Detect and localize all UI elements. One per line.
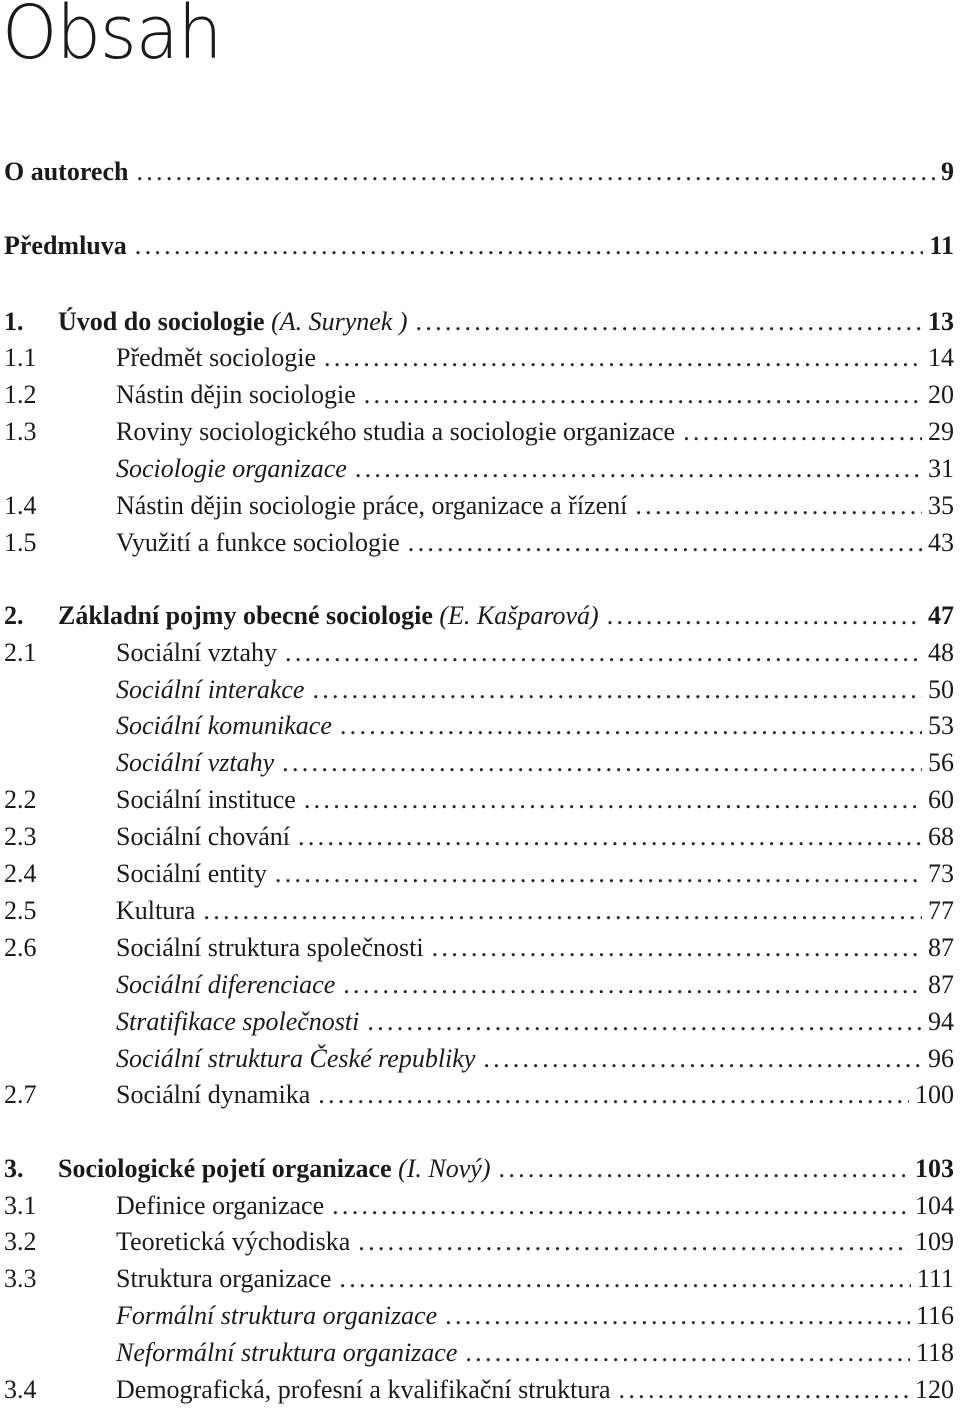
toc-entry-title: O autorech [4, 157, 129, 186]
toc-entry[interactable] [0, 967, 960, 1003]
dot-leader [367, 1004, 922, 1040]
toc-entry[interactable] [0, 414, 960, 450]
toc-entry-title: Předmluva [4, 231, 127, 260]
toc-entry-page-number: 50 [922, 672, 954, 708]
toc-entry-number: 2.1 [4, 638, 37, 667]
toc-entry-page-number: 87 [922, 930, 954, 966]
toc-entry-page-number: 9 [935, 154, 954, 190]
toc-entry-title: Základní pojmy obecné sociologie [58, 601, 433, 630]
toc-entry-number: 3. [4, 1154, 24, 1183]
toc-entry-page-number: 96 [922, 1041, 954, 1077]
toc-entry-page-number: 103 [909, 1151, 954, 1187]
toc-entry-label [116, 1041, 483, 1077]
dot-leader [483, 1041, 922, 1077]
toc-entry-label [58, 598, 607, 634]
toc-entry-title: Sociální komunikace [116, 711, 332, 740]
toc-entry-label [116, 1335, 465, 1371]
toc-entry-label [116, 930, 432, 966]
toc-entry-title: Sociální vztahy [116, 748, 275, 777]
toc-entry[interactable] [0, 228, 960, 264]
toc-entry-label [116, 414, 683, 450]
toc-entry-title: Roviny sociologického studia a sociologie organizace [116, 417, 676, 446]
toc-entry[interactable] [0, 635, 960, 671]
toc-entry-number: 2.2 [4, 785, 37, 814]
toc-entry-title: Sociální instituce [116, 785, 296, 814]
toc-entry-number: 3.4 [4, 1375, 37, 1404]
dot-leader [298, 819, 922, 855]
toc-entry-label [4, 228, 135, 264]
toc-entry-page-number: 68 [922, 819, 954, 855]
dot-leader [318, 1077, 909, 1113]
toc-entry-title: Nástin dějin sociologie [116, 380, 356, 409]
dot-leader [619, 1372, 909, 1408]
toc-entry-title: Úvod do sociologie [58, 307, 265, 336]
toc-entry-label [116, 1188, 332, 1224]
toc-entry-page-number: 104 [909, 1188, 954, 1224]
toc-entry-author: (A. Surynek ) [271, 307, 408, 336]
toc-entry-page-number: 53 [922, 708, 954, 744]
toc-entry[interactable] [0, 782, 960, 818]
toc-entry-title: Sociální diferenciace [116, 970, 336, 999]
toc-entry-label [116, 782, 304, 818]
toc-entry-author: (E. Kašparová) [439, 601, 599, 630]
toc-entry-page-number: 14 [922, 340, 954, 376]
toc-entry-label [116, 635, 285, 671]
toc-entry[interactable] [0, 745, 960, 781]
toc-entry[interactable] [0, 1077, 960, 1113]
toc-entry-label [116, 377, 364, 413]
toc-entry-page-number: 29 [922, 414, 954, 450]
toc-entry-title: Stratifikace společnosti [116, 1007, 360, 1036]
toc-entry[interactable] [0, 304, 960, 340]
toc-entry-number: 2.7 [4, 1080, 37, 1109]
toc-entry-page-number: 35 [922, 488, 954, 524]
toc-entry-number: 2.3 [4, 822, 37, 851]
toc-entry-label [116, 1004, 367, 1040]
toc-entry[interactable] [0, 893, 960, 929]
dot-leader [499, 1151, 909, 1187]
toc-entry-page-number: 94 [922, 1004, 954, 1040]
toc-entry-page-number: 73 [922, 856, 954, 892]
toc-entry-page-number: 43 [922, 525, 954, 561]
toc-entry-page-number: 77 [922, 893, 954, 929]
dot-leader [416, 304, 922, 340]
toc-entry[interactable] [0, 1261, 960, 1297]
toc-entry-number: 3.2 [4, 1227, 37, 1256]
toc-entry-page-number: 48 [922, 635, 954, 671]
dot-leader [343, 967, 922, 1003]
page-title: Obsah [2, 0, 222, 76]
toc-entry-title: Sociální dynamika [116, 1080, 311, 1109]
toc-entry[interactable] [0, 1188, 960, 1224]
toc-entry-page-number: 13 [922, 304, 954, 340]
dot-leader [408, 525, 922, 561]
toc-entry-title: Formální struktura organizace [116, 1301, 438, 1330]
toc-entry-title: Neformální struktura organizace [116, 1338, 458, 1367]
toc-entry[interactable] [0, 672, 960, 708]
dot-leader [340, 708, 922, 744]
toc-entry-title: Předmět sociologie [116, 343, 317, 372]
toc-entry-number: 2.4 [4, 859, 37, 888]
toc-entry-page-number: 11 [923, 228, 954, 264]
toc-entry[interactable] [0, 930, 960, 966]
dot-leader [324, 340, 922, 376]
toc-entry-title: Struktura organizace [116, 1264, 332, 1293]
dot-leader [364, 377, 922, 413]
toc-entry[interactable] [0, 1335, 960, 1371]
toc-entry[interactable] [0, 856, 960, 892]
toc-entry[interactable] [0, 340, 960, 376]
toc-entry-label [58, 304, 416, 340]
dot-leader [465, 1335, 910, 1371]
toc-entry-label [116, 451, 355, 487]
toc-entry[interactable] [0, 377, 960, 413]
toc-entry[interactable] [0, 1004, 960, 1040]
toc-entry-number: 1. [4, 307, 24, 336]
toc-entry-number: 2.6 [4, 933, 37, 962]
toc-entry-label [116, 1077, 318, 1113]
toc-entry[interactable] [0, 488, 960, 524]
toc-entry-title: Definice organizace [116, 1191, 325, 1220]
toc-entry-page-number: 47 [922, 598, 954, 634]
toc-entry-label [58, 1151, 499, 1187]
toc-entry-label [116, 1372, 619, 1408]
dot-leader [445, 1298, 910, 1334]
toc-entry-label [116, 1298, 445, 1334]
dot-leader [312, 672, 922, 708]
toc-entry-number: 1.5 [4, 528, 37, 557]
dot-leader [203, 893, 922, 929]
toc-entry-page-number: 109 [909, 1224, 954, 1260]
toc-entry-number: 1.1 [4, 343, 37, 372]
dot-leader [355, 451, 922, 487]
toc-entry-title: Sociální chování [116, 822, 291, 851]
toc-entry-page-number: 87 [922, 967, 954, 1003]
dot-leader [607, 598, 922, 634]
toc-entry-page-number: 60 [922, 782, 954, 818]
dot-leader [432, 930, 922, 966]
toc-entry[interactable] [0, 1298, 960, 1334]
toc-entry-title: Nástin dějin sociologie práce, organizace a řízení [116, 491, 628, 520]
toc-entry-title: Sociální struktura společnosti [116, 933, 424, 962]
toc-entry[interactable] [0, 819, 960, 855]
toc-entry-page-number: 100 [909, 1077, 954, 1113]
dot-leader [304, 782, 922, 818]
toc-entry-number: 1.2 [4, 380, 37, 409]
dot-leader [136, 154, 935, 190]
toc-entry-label [116, 745, 282, 781]
dot-leader [135, 228, 924, 264]
toc-entry-number: 1.3 [4, 417, 37, 446]
toc-entry-page-number: 116 [910, 1298, 954, 1334]
toc-entry[interactable] [0, 451, 960, 487]
toc-entry-page-number: 20 [922, 377, 954, 413]
toc-entry[interactable] [0, 154, 960, 190]
toc-entry-author: (I. Nový) [398, 1154, 491, 1183]
toc-entry[interactable] [0, 525, 960, 561]
toc-entry-title: Sociální vztahy [116, 638, 278, 667]
toc-entry-title: Demografická, profesní a kvalifikační struktura [116, 1375, 611, 1404]
toc-entry-title: Sociální entity [116, 859, 267, 888]
toc-entry-label [116, 340, 324, 376]
toc-entry-number: 2. [4, 601, 24, 630]
toc-entry-label [116, 672, 312, 708]
toc-entry-label [116, 967, 343, 1003]
dot-leader [285, 635, 922, 671]
toc-entry-number: 2.5 [4, 896, 37, 925]
dot-leader [282, 745, 922, 781]
dot-leader [358, 1224, 909, 1260]
toc-entry[interactable] [0, 1224, 960, 1260]
toc-entry-title: Teoretická východiska [116, 1227, 351, 1256]
toc-entry-label [116, 488, 635, 524]
toc-entry[interactable] [0, 708, 960, 744]
toc-entry-number: 3.3 [4, 1264, 37, 1293]
toc-entry-title: Sociologie organizace [116, 454, 347, 483]
dot-leader [332, 1188, 909, 1224]
dot-leader [683, 414, 922, 450]
toc-entry-label [116, 893, 203, 929]
toc-entry-label [116, 1261, 339, 1297]
toc-entry-label [116, 708, 340, 744]
toc-entry[interactable] [0, 1041, 960, 1077]
toc-entry-label [116, 1224, 358, 1260]
toc-entry-page-number: 111 [911, 1261, 954, 1297]
toc-entry-title: Kultura [116, 896, 196, 925]
toc-entry-title: Sociologické pojetí organizace [58, 1154, 392, 1183]
toc-entry[interactable] [0, 598, 960, 634]
toc-entry-label [116, 856, 275, 892]
toc-entry-page-number: 56 [922, 745, 954, 781]
toc-entry-number: 1.4 [4, 491, 37, 520]
dot-leader [339, 1261, 911, 1297]
dot-leader [275, 856, 922, 892]
toc-entry-page-number: 120 [909, 1372, 954, 1408]
toc-entry-title: Sociální interakce [116, 675, 305, 704]
toc-entry-label [116, 525, 408, 561]
toc-entry-label [4, 154, 136, 190]
toc-entry-number: 3.1 [4, 1191, 37, 1220]
toc-entry-page-number: 31 [922, 451, 954, 487]
dot-leader [635, 488, 922, 524]
toc-entry[interactable] [0, 1372, 960, 1408]
toc-entry[interactable] [0, 1151, 960, 1187]
toc-entry-title: Využití a funkce sociologie [116, 528, 400, 557]
toc-entry-title: Sociální struktura České republiky [116, 1044, 476, 1073]
toc-entry-page-number: 118 [910, 1335, 954, 1371]
toc-entry-label [116, 819, 298, 855]
